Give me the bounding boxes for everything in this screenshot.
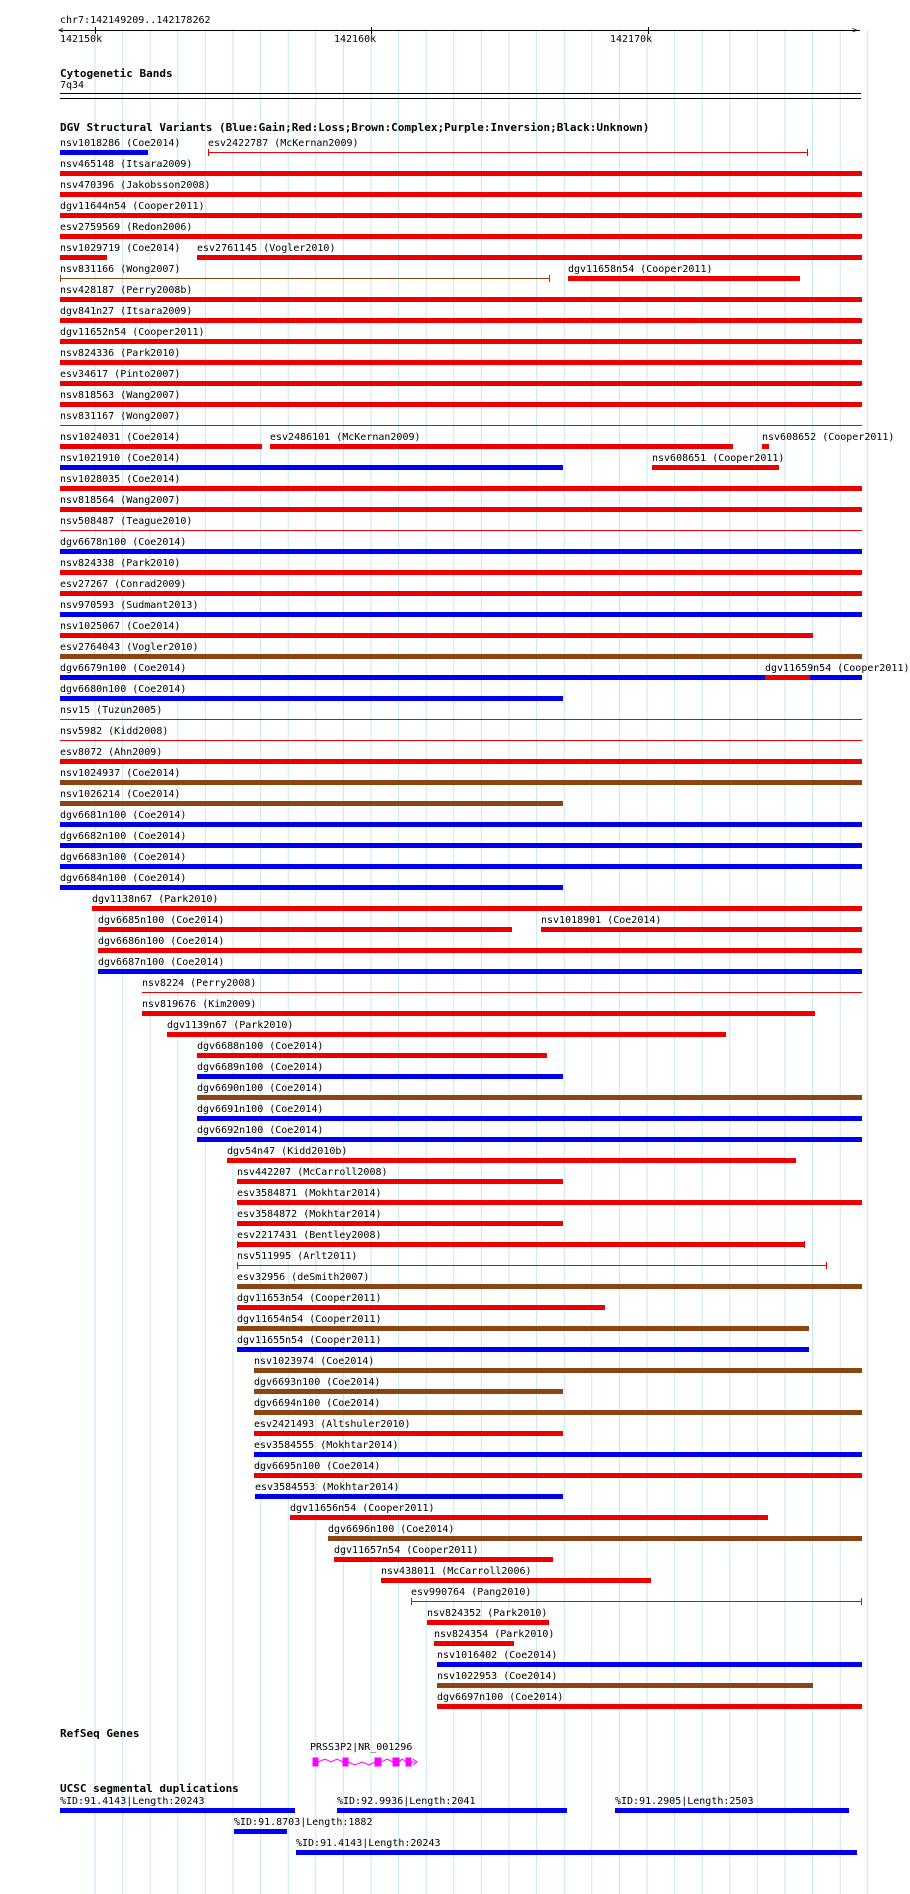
variant-label: esv34617 (Pinto2007) xyxy=(60,369,181,380)
variant-label: nsv508487 (Teague2010) xyxy=(60,516,193,527)
variant-bar[interactable] xyxy=(237,1347,809,1352)
variant-label: dgv11657n54 (Cooper2011) xyxy=(334,1545,479,1556)
variant-label: nsv824336 (Park2010) xyxy=(60,348,181,359)
variant-bar[interactable] xyxy=(60,696,563,701)
variant-label: dgv11644n54 (Cooper2011) xyxy=(60,201,205,212)
variant-bar[interactable] xyxy=(60,339,862,344)
variant-label: esv2759569 (Redon2006) xyxy=(60,222,193,233)
variant-bar[interactable] xyxy=(60,759,862,764)
variant-label: esv2421493 (Altshuler2010) xyxy=(254,1419,411,1430)
variant-end-cap xyxy=(237,1241,238,1248)
variant-bar[interactable] xyxy=(98,948,862,953)
ruler-left-arrow: < xyxy=(58,26,64,36)
variant-bar[interactable] xyxy=(60,234,862,239)
variant-bar[interactable] xyxy=(437,1704,862,1709)
variant-bar[interactable] xyxy=(60,360,862,365)
variant-label: dgv6679n100 (Coe2014) xyxy=(60,663,187,674)
variant-bar[interactable] xyxy=(328,1536,862,1541)
variant-label: dgv6692n100 (Coe2014) xyxy=(197,1125,324,1136)
variant-bar[interactable] xyxy=(60,633,813,638)
cytoband-track-title: Cytogenetic Bands xyxy=(60,67,173,80)
variant-bar[interactable] xyxy=(60,171,862,176)
variant-label: nsv428187 (Perry2008b) xyxy=(60,285,193,296)
variant-bar[interactable] xyxy=(60,150,148,155)
variant-bar[interactable] xyxy=(60,213,862,218)
variant-label: dgv6678n100 (Coe2014) xyxy=(60,537,187,548)
variant-end-cap xyxy=(208,149,209,156)
variant-bar[interactable] xyxy=(237,1265,827,1266)
variant-bar[interactable] xyxy=(237,1242,805,1247)
variant-label: dgv6687n100 (Coe2014) xyxy=(98,957,225,968)
variant-label: esv2486101 (McKernan2009) xyxy=(270,432,421,443)
variant-bar[interactable] xyxy=(254,1431,563,1436)
variant-bar[interactable] xyxy=(60,318,862,323)
segdup-bar[interactable] xyxy=(296,1850,857,1855)
variant-bar[interactable] xyxy=(60,719,862,720)
variant-label: nsv818563 (Wang2007) xyxy=(60,390,181,401)
segdup-label: %ID:91.4143|Length:20243 xyxy=(296,1838,441,1849)
variant-bar[interactable] xyxy=(237,1326,809,1331)
variant-bar[interactable] xyxy=(60,465,563,470)
variant-bar[interactable] xyxy=(98,927,512,932)
gene-model[interactable] xyxy=(305,1750,425,1772)
variant-label: dgv11656n54 (Cooper2011) xyxy=(290,1503,435,1514)
variant-bar[interactable] xyxy=(142,1011,815,1016)
variant-end-cap xyxy=(807,149,808,156)
variant-bar[interactable] xyxy=(227,1158,796,1163)
variant-bar[interactable] xyxy=(197,1116,862,1121)
variant-end-cap xyxy=(804,1241,805,1248)
variant-bar[interactable] xyxy=(254,1389,563,1394)
variant-bar[interactable] xyxy=(197,1074,563,1079)
variant-label: dgv54n47 (Kidd2010b) xyxy=(227,1146,348,1157)
variant-label: nsv1018901 (Coe2014) xyxy=(541,915,662,926)
variant-bar[interactable] xyxy=(60,297,862,302)
variant-label: nsv442207 (McCarroll2008) xyxy=(237,1167,388,1178)
variant-bar[interactable] xyxy=(381,1578,651,1583)
variant-label: dgv6690n100 (Coe2014) xyxy=(197,1083,324,1094)
gene-exon xyxy=(375,1758,381,1766)
variant-label: esv3584555 (Mokhtar2014) xyxy=(254,1440,399,1451)
variant-bar[interactable] xyxy=(60,444,262,449)
variant-label: dgv6689n100 (Coe2014) xyxy=(197,1062,324,1073)
variant-bar[interactable] xyxy=(437,1683,813,1688)
variant-label: dgv6682n100 (Coe2014) xyxy=(60,831,187,842)
variant-label: nsv824352 (Park2010) xyxy=(427,1608,548,1619)
dgv-track-title: DGV Structural Variants (Blue:Gain;Red:Loss;Brown:Complex;Purple:Inversion;Black:Unknown) xyxy=(60,121,650,134)
variant-label: dgv11655n54 (Cooper2011) xyxy=(237,1335,382,1346)
variant-label: dgv841n27 (Itsara2009) xyxy=(60,306,193,317)
variant-bar[interactable] xyxy=(541,927,862,932)
gene-exon xyxy=(313,1758,318,1766)
ruler-tick-label: 142170k xyxy=(610,34,653,45)
variant-bar[interactable] xyxy=(92,906,862,911)
variant-label: nsv1028035 (Coe2014) xyxy=(60,474,181,485)
ruler-right-arrow: > xyxy=(852,26,858,36)
variant-bar[interactable] xyxy=(60,843,862,848)
variant-label: esv8072 (Ahn2009) xyxy=(60,747,163,758)
variant-bar[interactable] xyxy=(237,1305,605,1310)
variant-bar[interactable] xyxy=(411,1601,862,1602)
ruler-tick-mark xyxy=(371,27,372,34)
variant-end-cap xyxy=(411,1598,412,1605)
variant-bar[interactable] xyxy=(437,1662,862,1667)
variant-bar[interactable] xyxy=(60,255,107,260)
segdup-label: %ID:91.8703|Length:1882 xyxy=(234,1817,373,1828)
variant-label: esv3584872 (Mokhtar2014) xyxy=(237,1209,382,1220)
ruler-tick-label: 142150k xyxy=(60,34,103,45)
variant-bar[interactable] xyxy=(237,1200,862,1205)
variant-label: dgv6681n100 (Coe2014) xyxy=(60,810,187,821)
segdup-bar[interactable] xyxy=(615,1808,849,1813)
cytoband-label: 7q34 xyxy=(60,80,85,91)
variant-label: nsv1022953 (Coe2014) xyxy=(437,1671,558,1682)
variant-label: nsv5982 (Kidd2008) xyxy=(60,726,169,737)
variant-label: dgv6685n100 (Coe2014) xyxy=(98,915,225,926)
variant-label: nsv8224 (Perry2008) xyxy=(142,978,257,989)
variant-label: esv3584553 (Mokhtar2014) xyxy=(255,1482,400,1493)
variant-label: nsv608651 (Cooper2011) xyxy=(652,453,785,464)
variant-bar[interactable] xyxy=(197,1053,547,1058)
variant-label: esv3584871 (Mokhtar2014) xyxy=(237,1188,382,1199)
variant-label: nsv1016402 (Coe2014) xyxy=(437,1650,558,1661)
variant-label: nsv831167 (Wong2007) xyxy=(60,411,181,422)
variant-bar[interactable] xyxy=(762,444,769,449)
variant-label: nsv511995 (Arlt2011) xyxy=(237,1251,358,1262)
variant-bar[interactable] xyxy=(568,276,800,281)
variant-label: nsv1029719 (Coe2014) xyxy=(60,243,181,254)
variant-bar[interactable] xyxy=(290,1515,768,1520)
gene-label: PRSS3P2|NR_001296 xyxy=(310,1742,413,1753)
variant-label: dgv6686n100 (Coe2014) xyxy=(98,936,225,947)
variant-label: nsv1023974 (Coe2014) xyxy=(254,1356,375,1367)
gene-exon xyxy=(406,1758,411,1766)
variant-bar[interactable] xyxy=(142,992,862,993)
cytoband-bar xyxy=(60,93,861,94)
variant-bar[interactable] xyxy=(254,1410,862,1415)
variant-bar[interactable] xyxy=(60,675,862,680)
ruler-tick-mark xyxy=(95,27,96,34)
segdup-bar[interactable] xyxy=(60,1808,295,1813)
variant-bar[interactable] xyxy=(255,1494,563,1499)
variant-bar[interactable] xyxy=(434,1641,514,1646)
variant-label: nsv1024031 (Coe2014) xyxy=(60,432,181,443)
variant-bar[interactable] xyxy=(60,570,862,575)
gene-exon xyxy=(393,1758,399,1766)
variant-label: esv32956 (deSmith2007) xyxy=(237,1272,370,1283)
variant-label: dgv1139n67 (Park2010) xyxy=(167,1020,294,1031)
variant-label: dgv1138n67 (Park2010) xyxy=(92,894,219,905)
variant-label: nsv1024937 (Coe2014) xyxy=(60,768,181,779)
variant-label: dgv11659n54 (Cooper2011) xyxy=(765,663,910,674)
variant-bar[interactable] xyxy=(60,780,862,785)
variant-end-cap xyxy=(826,1262,827,1269)
segdup-track-title: UCSC segmental duplications xyxy=(60,1782,239,1795)
variant-label: esv27267 (Conrad2009) xyxy=(60,579,187,590)
variant-label: dgv11653n54 (Cooper2011) xyxy=(237,1293,382,1304)
ruler-tick-mark xyxy=(648,27,649,34)
variant-bar[interactable] xyxy=(98,969,862,974)
variant-bar[interactable] xyxy=(208,152,808,153)
gene-intron xyxy=(381,1759,393,1762)
variant-bar[interactable] xyxy=(60,425,862,426)
variant-bar[interactable] xyxy=(60,549,862,554)
variant-label: nsv15 (Tuzun2005) xyxy=(60,705,163,716)
segdup-label: %ID:91.2905|Length:2503 xyxy=(615,1796,754,1807)
ruler-range-label: chr7:142149209..142178262 xyxy=(60,15,211,26)
variant-bar[interactable] xyxy=(60,654,862,659)
variant-end-cap xyxy=(861,1598,862,1605)
variant-bar[interactable] xyxy=(197,1095,862,1100)
variant-end-cap xyxy=(237,1262,238,1269)
variant-bar[interactable] xyxy=(60,740,862,741)
variant-bar[interactable] xyxy=(60,801,563,806)
variant-label: dgv6684n100 (Coe2014) xyxy=(60,873,187,884)
variant-label: dgv6691n100 (Coe2014) xyxy=(197,1104,324,1115)
gene-intron xyxy=(399,1759,406,1762)
variant-bar[interactable] xyxy=(60,192,862,197)
cytoband-bar xyxy=(60,98,861,99)
segdup-bar[interactable] xyxy=(337,1808,567,1813)
variant-label: nsv824338 (Park2010) xyxy=(60,558,181,569)
variant-label: esv2764043 (Vogler2010) xyxy=(60,642,199,653)
variant-label: dgv6693n100 (Coe2014) xyxy=(254,1377,381,1388)
variant-label: dgv6694n100 (Coe2014) xyxy=(254,1398,381,1409)
variant-label: nsv831166 (Wong2007) xyxy=(60,264,181,275)
segdup-label: %ID:91.4143|Length:20243 xyxy=(60,1796,205,1807)
gene-intron xyxy=(318,1759,343,1762)
variant-bar[interactable] xyxy=(254,1452,862,1457)
variant-label: nsv465148 (Itsara2009) xyxy=(60,159,193,170)
variant-label: dgv6688n100 (Coe2014) xyxy=(197,1041,324,1052)
refseq-track-title: RefSeq Genes xyxy=(60,1727,140,1740)
variant-label: nsv970593 (Sudmant2013) xyxy=(60,600,199,611)
variant-label: dgv6695n100 (Coe2014) xyxy=(254,1461,381,1472)
variant-bar[interactable] xyxy=(652,465,779,470)
variant-label: nsv1026214 (Coe2014) xyxy=(60,789,181,800)
variant-label: nsv818564 (Wang2007) xyxy=(60,495,181,506)
variant-label: nsv819676 (Kim2009) xyxy=(142,999,257,1010)
variant-bar[interactable] xyxy=(167,1032,726,1037)
variant-label: esv2422787 (McKernan2009) xyxy=(208,138,359,149)
ruler-tick-label: 142160k xyxy=(334,34,377,45)
variant-label: esv2761145 (Vogler2010) xyxy=(197,243,336,254)
variant-bar[interactable] xyxy=(60,530,862,531)
variant-label: esv2217431 (Bentley2008) xyxy=(237,1230,382,1241)
variant-bar[interactable] xyxy=(60,486,862,491)
variant-bar[interactable] xyxy=(237,1284,862,1289)
variant-label: dgv6696n100 (Coe2014) xyxy=(328,1524,455,1535)
variant-bar[interactable] xyxy=(60,822,862,827)
variant-bar[interactable] xyxy=(237,1179,563,1184)
variant-end-cap xyxy=(549,275,550,282)
variant-bar[interactable] xyxy=(197,255,862,260)
variant-bar[interactable] xyxy=(765,675,810,680)
variant-bar[interactable] xyxy=(334,1557,553,1562)
ruler-axis xyxy=(60,30,860,31)
gene-intron xyxy=(348,1762,375,1765)
variant-bar[interactable] xyxy=(60,402,862,407)
variant-label: nsv1025067 (Coe2014) xyxy=(60,621,181,632)
variant-bar[interactable] xyxy=(60,381,862,386)
variant-label: dgv11652n54 (Cooper2011) xyxy=(60,327,205,338)
variant-label: nsv824354 (Park2010) xyxy=(434,1629,555,1640)
variant-bar[interactable] xyxy=(60,507,862,512)
gene-exon xyxy=(343,1758,348,1766)
variant-bar[interactable] xyxy=(270,444,733,449)
variant-bar[interactable] xyxy=(60,885,563,890)
variant-label: dgv6680n100 (Coe2014) xyxy=(60,684,187,695)
variant-label: nsv1018286 (Coe2014) xyxy=(60,138,181,149)
variant-label: dgv6683n100 (Coe2014) xyxy=(60,852,187,863)
variant-label: nsv608652 (Cooper2011) xyxy=(762,432,895,443)
variant-bar[interactable] xyxy=(60,864,862,869)
variant-bar[interactable] xyxy=(60,612,862,617)
variant-label: dgv11658n54 (Cooper2011) xyxy=(568,264,713,275)
variant-bar[interactable] xyxy=(60,278,550,279)
variant-bar[interactable] xyxy=(427,1620,549,1625)
variant-label: dgv11654n54 (Cooper2011) xyxy=(237,1314,382,1325)
variant-label: nsv438011 (McCarroll2006) xyxy=(381,1566,532,1577)
variant-bar[interactable] xyxy=(237,1221,563,1226)
segdup-label: %ID:92.9936|Length:2041 xyxy=(337,1796,476,1807)
variant-label: dgv6697n100 (Coe2014) xyxy=(437,1692,564,1703)
variant-bar[interactable] xyxy=(60,591,862,596)
variant-end-cap xyxy=(60,275,61,282)
variant-label: nsv470396 (Jakobsson2008) xyxy=(60,180,211,191)
segdup-bar[interactable] xyxy=(234,1829,287,1834)
variant-bar[interactable] xyxy=(254,1473,862,1478)
variant-label: esv990764 (Pang2010) xyxy=(411,1587,532,1598)
variant-bar[interactable] xyxy=(197,1137,862,1142)
variant-label: nsv1021910 (Coe2014) xyxy=(60,453,181,464)
variant-bar[interactable] xyxy=(254,1368,862,1373)
